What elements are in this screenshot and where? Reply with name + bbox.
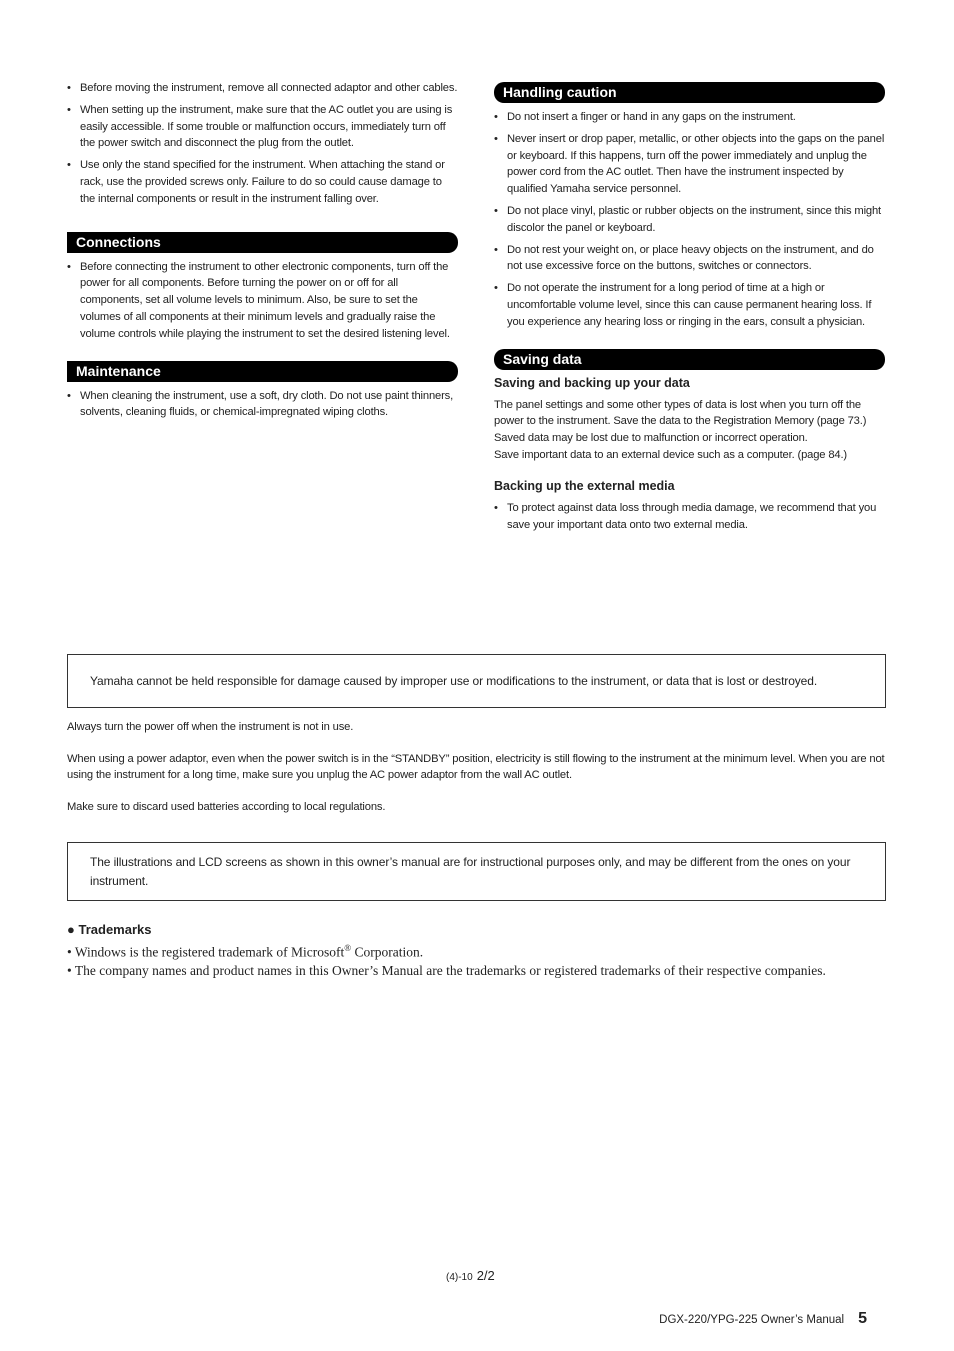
bullet-item: • To protect against data loss through media damage, we recommend that you save your important data onto two external media. [494,500,885,534]
page-code [446,1268,495,1283]
bullet-item: • Before connecting the instrument to other electronic components, turn off the power for all components. Before turning the power on or off for all components, set all volume levels to minimum. Also, be sure to set the volumes of all components at their minimum levels and gradually raise the volume controls while playing the instrument to set the desired listening level. [67,259,458,343]
saving-data-heading: Saving data [494,349,885,370]
trademarks-title: Trademarks [78,922,152,937]
illustration-text: The illustrations and LCD screens as shown in this owner’s manual are for instructional purposes only, and may be different from the ones on your instrument. [90,855,851,888]
adaptor-note: When using a power adaptor, even when the power switch is in the “STANDBY” position, electricity is still flowing to the instrument at the minimum level. When you are not using the instrument for a long time, make sure you unplug the AC power adaptor from the wall AC outlet. [67,753,885,781]
page-number: 5 [858,1310,867,1327]
trademark-text: • Windows is the registered trademark of Microsoft [67,944,345,960]
registered-mark: ® [344,943,352,953]
trademarks-heading [67,922,897,937]
saving-subheading: Saving and backing up your data [494,375,690,390]
backup-bullets [494,500,885,534]
connections-bullets [67,259,458,343]
manual-title: DGX-220/YPG-225 Owner’s Manual [659,1314,845,1326]
maintenance-heading: Maintenance [67,361,458,382]
bullet-item: • Do not rest your weight on, or place heavy objects on the instrument, and do not use excessive force on the buttons, switches or connectors. [494,242,885,276]
battery-note: Make sure to discard used batteries according to local regulations. [67,801,386,813]
page-code-number: 2/2 [476,1268,495,1283]
footer [659,1310,867,1328]
page-code-text: (4)-10 [446,1272,473,1283]
bullet-item: • Do not insert a finger or hand in any gaps on the instrument. [494,109,885,126]
right-column [494,82,885,538]
handling-bullets [494,109,885,331]
trademarks-section [67,922,897,980]
disclaimer-text: Yamaha cannot be held responsible for damage caused by improper use or modifications to the instrument, or data that is lost or destroyed. [90,674,818,688]
left-column [67,80,458,426]
bullet-item: • Do not operate the instrument for a long period of time at a high or uncomfortable volume level, since this can cause permanent hearing loss. If you experience any hearing loss or ringing in the ears, consult a physician. [494,280,885,330]
power-note: Always turn the power off when the instrument is not in use. [67,721,354,733]
connections-heading: Connections [67,232,458,253]
bullet-item: • When cleaning the instrument, use a soft, dry cloth. Do not use paint thinners, solvents, cleaning fluids, or chemical-impregnated wiping cloths. [67,388,458,422]
handling-caution-heading: Handling caution [494,82,885,103]
bullet-circle-icon: ● [67,922,75,937]
maintenance-bullets [67,388,458,422]
bullet-item: • Use only the stand specified for the instrument. When attaching the stand or rack, use the provided screws only. Failure to do so could cause damage to the internal components or result in the instrument falling over. [67,157,458,207]
illustration-box [67,842,886,901]
trademark-line: • The company names and product names in this Owner’s Manual are the trademarks or registered trademarks of their respective companies. [67,962,826,978]
trademark-line [67,939,897,962]
bullet-item: • Before moving the instrument, remove all connected adaptor and other cables. [67,80,458,97]
backup-subheading: Backing up the external media [494,478,675,493]
disclaimer-box [67,654,886,708]
bullet-item: • Do not place vinyl, plastic or rubber objects on the instrument, since this might discolor the panel or keyboard. [494,203,885,237]
location-bullets [67,80,458,208]
saving-paragraph-line: Save important data to an external device such as a computer. (page 84.) [494,448,848,461]
trademark-text: Corporation. [351,944,424,960]
bullet-item: • Never insert or drop paper, metallic, or other objects into the gaps on the panel or keyboard. If this happens, turn off the power immediately and unplug the power cord from the AC outlet. Then have the instrument inspected by qualified Yamaha service personnel. [494,131,885,198]
saving-paragraph-line: Saved data may be lost due to malfunction or incorrect operation. [494,432,808,445]
saving-paragraph-line: The panel settings and some other types of data is lost when you turn off the power to the instrument. Save the data to the Registration Memory (page 73.) [494,398,867,428]
bullet-item: • When setting up the instrument, make sure that the AC outlet you are using is easily accessible. If some trouble or malfunction occurs, immediately turn off the power switch and disconnect the plug from the outlet. [67,102,458,152]
